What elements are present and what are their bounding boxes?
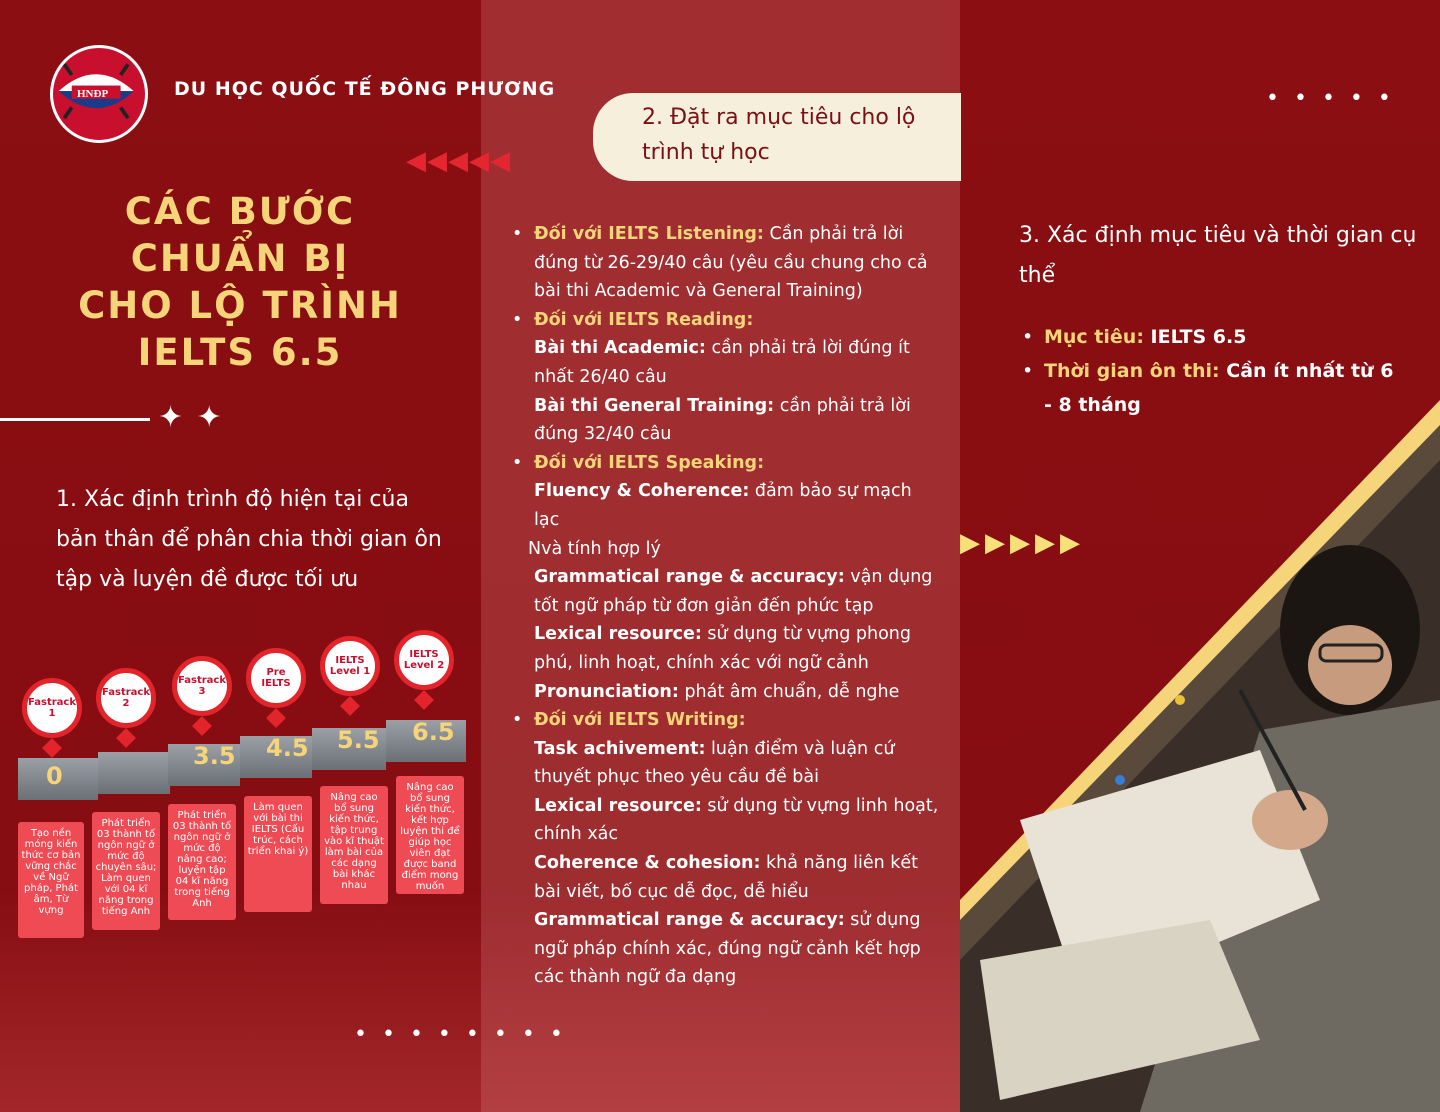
score-6-5: 6.5 (412, 718, 455, 746)
student-photo (960, 400, 1440, 1112)
step1-heading: 1. Xác định trình độ hiện tại của bản thân để phân chia thời gian ôn tập và luyện đề được tối ưu (56, 487, 442, 592)
listening-item: • Đối với IELTS Listening: Cần phải trả lời đúng từ 26-29/40 câu (yêu cầu chung cho cả bài thi Academic và General Training) (510, 220, 942, 306)
speaking-grammar: Grammatical range & accuracy: vận dụng tốt ngữ pháp từ đơn giản đến phức tạp (534, 567, 933, 616)
sparkle-icon: ✦ ✦ (158, 400, 224, 435)
roadmap-desc: Nâng cao bổ sung kiến thức, kết hợp luyện thi để giúp học viên đạt được band điểm mong muốn (396, 776, 464, 894)
right-arrows-decor: ▶▶▶▶▶ (960, 528, 1085, 558)
title-line-2: CHUẨN BỊ (130, 237, 350, 280)
pin-fastrack-1: Fastrack 1 (22, 678, 82, 738)
criteria-list (510, 220, 942, 992)
pin-ielts-level-1: IELTS Level 1 (320, 636, 380, 696)
roadmap-graphic (0, 620, 480, 950)
brand-logo (50, 45, 148, 143)
roadmap-desc: Phát triển 03 thành tố ngôn ngữ ở mức độ nâng cao; luyện tập 04 kĩ năng trong tiếng Anh (168, 804, 236, 920)
goals-list (1020, 320, 1400, 422)
goal-target: • Mục tiêu: IELTS 6.5 (1020, 320, 1400, 354)
step3-heading: 3. Xác định mục tiêu và thời gian cụ thể (1019, 223, 1417, 288)
pin-pre-ielts: Pre IELTS (246, 648, 306, 708)
dots-decor-bottom: •••••••• (354, 1022, 578, 1047)
title-line-3: CHO LỘ TRÌNH (78, 284, 402, 327)
pin-ielts-level-2: IELTS Level 2 (394, 630, 454, 690)
title-line-1: CÁC BƯỚC (124, 190, 356, 233)
speaking-item: • Đối với IELTS Speaking: (510, 449, 942, 478)
writing-lexical: Lexical resource: sử dụng từ vựng linh hoạt, chính xác (534, 795, 939, 845)
reading-general: Bài thi General Training: cần phải trả lời đúng 32/40 câu (534, 395, 911, 445)
roadmap-desc: Nâng cao bổ sung kiến thức, tập trung vào kĩ thuật làm bài của các dạng bài khác nhau (320, 786, 388, 904)
speaking-pronunciation: Pronunciation: phát âm chuẩn, dễ nghe (534, 681, 900, 702)
speaking-fluency-cont: Nvà tính hợp lý (528, 538, 661, 559)
speaking-lexical: Lexical resource: sử dụng từ vựng phong phú, linh hoạt, chính xác với ngữ cảnh (534, 624, 911, 673)
writing-grammar: Grammatical range & accuracy: sử dụng ngữ pháp chính xác, đúng ngữ cảnh kết hợp các thành ngữ đa dạng (534, 910, 921, 988)
title-line-4: IELTS 6.5 (137, 331, 343, 374)
reading-academic: Bài thi Academic: cần phải trả lời đúng ít nhất 26/40 câu (534, 338, 910, 387)
dots-decor-top: ••••• (1266, 86, 1406, 111)
score-5-5: 5.5 (337, 726, 380, 754)
score-4-5: 4.5 (266, 734, 309, 762)
roadmap-desc: Làm quen với bài thi IELTS (Cấu trúc, cách triển khai ý) (244, 796, 312, 912)
brand-name: DU HỌC QUỐC TẾ ĐÔNG PHƯƠNG (174, 78, 556, 100)
roadmap-desc: Tạo nền móng kiến thức cơ bản vững chắc về Ngữ pháp, Phát âm, Từ vựng (18, 822, 84, 938)
goal-time: • Thời gian ôn thi: Cần ít nhất từ 6 - 8 tháng (1020, 354, 1400, 422)
pin-fastrack-2: Fastrack 2 (96, 668, 156, 728)
pin-fastrack-3: Fastrack 3 (172, 656, 232, 716)
writing-coherence: Coherence & cohesion: khả năng liên kết bài viết, bố cục dễ đọc, dễ hiểu (534, 853, 919, 902)
score-3-5: 3.5 (193, 742, 236, 770)
left-arrows-decor: ◀◀◀◀◀ (406, 146, 511, 176)
step2-heading: 2. Đặt ra mục tiêu cho lộ trình tự học (642, 105, 916, 165)
divider-line (0, 418, 150, 421)
speaking-fluency: Fluency & Coherence: đảm bảo sự mạch lạc (534, 481, 912, 530)
reading-item: • Đối với IELTS Reading: (510, 306, 942, 335)
writing-item: • Đối với IELTS Writing: (510, 706, 942, 735)
writing-task: Task achivement: luận điểm và luận cứ thuyết phục theo yêu cầu đề bài (534, 738, 895, 788)
logo-text: HNĐP (77, 88, 109, 100)
page-title (40, 188, 440, 376)
road-band (98, 752, 170, 794)
score-0: 0 (46, 762, 63, 790)
roadmap-desc: Phát triển 03 thành tố ngôn ngữ ở mức độ chuyên sâu; Làm quen với 04 kĩ năng trong tiếng Anh (92, 812, 160, 930)
